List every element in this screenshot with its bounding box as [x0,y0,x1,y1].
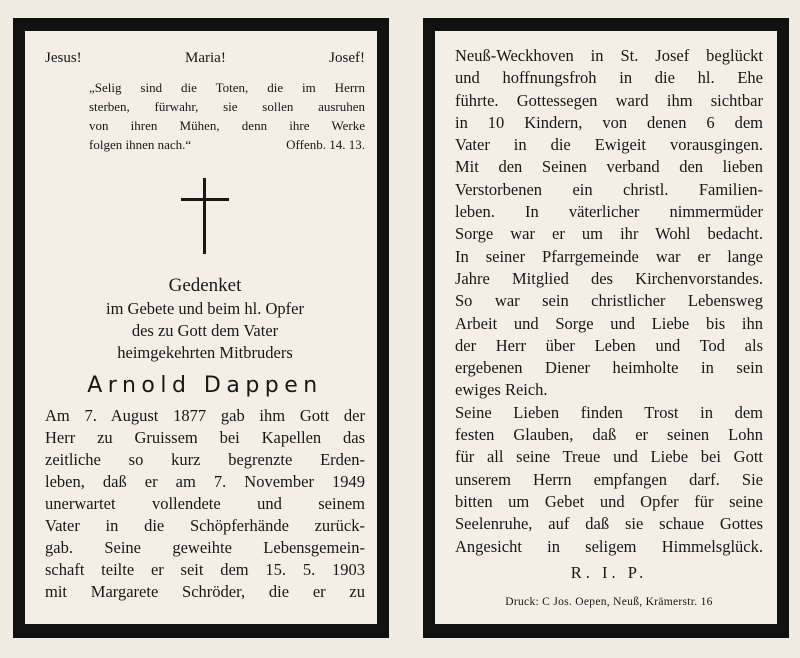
bio-line: festen Glauben, daß er seinen Lohn [455,425,763,445]
biography-right [455,45,763,558]
bio-line: Seelenruhe, auf daß sie schaue Gottes [455,514,763,534]
rip-text: R. I. P. [570,562,648,582]
left-card-page [25,31,377,624]
bio-line: in 10 Kindern, von denen 6 dem [455,112,763,132]
invocation-jesus: Jesus! [45,50,82,66]
intro-line: des zu Gott dem Vater [131,321,279,340]
bio-line: ergebenen Diener heimholte in sein [455,358,763,378]
bio-line: unerwartet vollendete und seinem [45,494,365,513]
bio-line: Neuß-Weckhoven in St. Josef beglückt [455,46,763,65]
bio-line: zeitliche so kurz begrenzte Erden- [45,450,365,469]
bio-line: der Herr über Leben und Tod als [455,335,763,355]
bio-line: Vater in die Ewigeit vorausgingen. [455,135,763,155]
bio-line: führte. Gottessegen ward ihm sichtbar [455,90,763,110]
quote-line: von ihren Mühen, denn ihre Werke [89,118,365,133]
bio-line: leben. In väterlicher nimmermüder [455,202,763,222]
quote-reference: Offenb. 14. 13. [286,137,365,152]
bio-line: leben, daß er am 7. November 1949 [45,472,365,491]
bio-line: Herr zu Gruissem bei Kapellen das [45,428,365,447]
bio-line: In seiner Pfarrgemeinde war er lange [455,246,763,266]
heading-gedenket: Gedenket [168,275,242,296]
bio-line: Vater in die Schöpferhände zurück- [45,516,365,535]
bio-line: ewiges Reich. [455,380,548,400]
printer-imprint: Druck: C Jos. Oepen, Neuß, Krämerstr. 16 [505,595,713,608]
bio-line: unserem Herrn empfangen darf. Sie [455,469,763,489]
invocation [45,49,365,68]
scripture-quote [89,78,365,154]
bio-line: Sorge war er um ihr Wohl bedacht. [455,224,763,244]
cross-icon [181,178,229,254]
intro-line: im Gebete und beim hl. Opfer [106,299,304,318]
quote-line: sterben, fürwahr, sie sollen ausruhen [89,99,365,114]
deceased-name: Arnold Dappen [87,373,323,398]
right-card-border [423,18,789,638]
bio-line: Verstorbenen ein christl. Familien- [455,179,763,199]
left-card-border [13,18,389,638]
bio-line: schaft teilte er seit dem 15. 5. 1903 [45,560,365,579]
invocation-josef: Josef! [329,50,365,66]
bio-line: gab. Seine geweihte Lebensgemein- [45,538,365,557]
right-card-page [435,31,777,624]
bio-line: Am 7. August 1877 gab ihm Gott der [45,406,365,425]
bio-line: Mit den Seinen verband den lieben [455,157,763,177]
bio-line: So war sein christlicher Lebensweg [455,291,763,311]
quote-line: folgen ihnen nach.“ [89,137,192,152]
bio-line: und hoffnungsfroh in die hl. Ehe [455,68,763,88]
biography-left [45,405,365,603]
intro-line: heimgekehrten Mitbruders [117,343,293,362]
bio-line: bitten um Gebet und Opfer für seine [455,491,763,511]
quote-line: „Selig sind die Toten, die im Herrn [89,80,365,95]
intro-text [45,298,365,364]
bio-line: Angesicht in seligem Himmelsglück. [455,536,763,556]
bio-line: mit Margarete Schröder, die er zu [45,582,365,601]
bio-line: Jahre Mitglied des Kirchenvorstandes. [455,268,763,288]
bio-line: für all seine Treue und Liebe bei Gott [455,447,763,467]
bio-line: Seine Lieben finden Trost in dem [455,402,763,422]
bio-line: Arbeit und Sorge und Liebe bis ihn [455,313,763,333]
invocation-maria: Maria! [185,50,226,66]
